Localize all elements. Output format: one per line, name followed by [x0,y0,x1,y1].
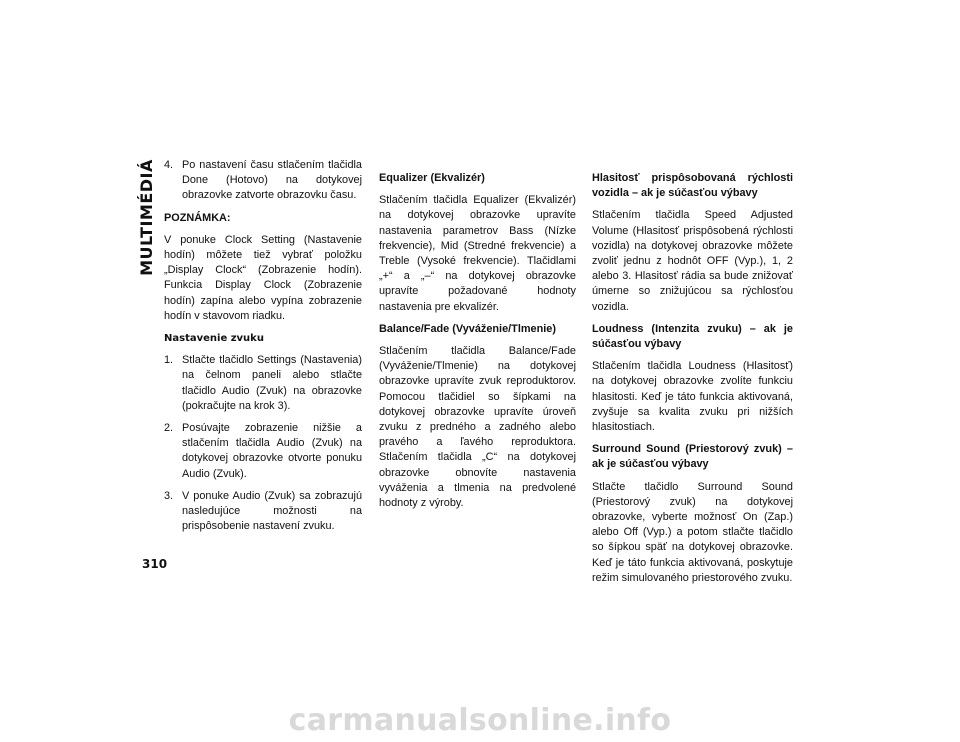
heading-speed-adjusted-volume: Hlasitosť prispôsobovaná rýchlosti vozidla – ak je súčasťou výbavy [592,172,793,200]
note-title: POZNÁMKA: [164,211,231,224]
list-item-text: V ponuke Audio (Zvuk) sa zobrazujú nasledujúce možnosti na prispôsobenie nastavení zvuku. [182,489,362,533]
section-side-tab [136,158,156,276]
list-item-4 [164,158,362,204]
list-item-number: 3. [164,489,174,502]
watermark: carmanualsonline.info [288,703,672,738]
list-item-number: 1. [164,354,174,367]
paragraph-balance-fade: Stlačením tlačidla Balance/Fade (Vyváženie/Tlmenie) na dotykovej obrazovke upravíte zvuk reproduktorov. Pomocou tlačidiel so šípkami na dotykovej obrazovke upravíte úroveň zvuku z predného a zadného alebo pravého a ľavého reproduktora. Stlačením tlačidla „C“ na dotykovej obrazovke obnovíte nastavenia vyváženia a tlmenia na predvolené hodnoty z výroby. [379,345,576,510]
list-item-number: 2. [164,422,174,435]
heading-balance-fade: Balance/Fade (Vyváženie/Tlmenie) [379,322,556,335]
list-item-text: Stlačte tlačidlo Settings (Nastavenia) na čelnom paneli alebo stlačte tlačidlo Audio (Zvuk) na obrazovke (pokračujte na krok 3). [182,354,362,412]
heading-loudness: Loudness (Intenzita zvuku) – ak je súčasťou výbavy [592,322,793,351]
heading-equalizer: Equalizer (Ekvalizér) [379,172,485,184]
section-title-sound-settings: Nastavenie zvuku [164,333,264,345]
list-item-text: Po nastavení času stlačením tlačidla Done (Hotovo) na dotykovej obrazovke zatvorte obrazovku času. [182,159,362,202]
list-item-number: 4. [164,159,174,171]
list-item-2 [164,421,362,482]
list-item-1 [164,353,362,414]
column-1 [164,158,362,541]
list-item-text: Posúvajte zobrazenie nižšie a stlačením tlačidla Audio (Zvuk) na dotykovej obrazovke otvorte ponuku Audio (Zvuk). [182,422,362,480]
paragraph-loudness: Stlačením tlačidla Loudness (Hlasitosť) na dotykovej obrazovke zvolíte funkciu hlasitosti. Keď je táto funkcia aktivovaná, zvyšuje sa kvalita zvuku pri nižších hlasitostiach. [592,360,793,434]
column-3 [592,171,793,593]
page-number: 310 [142,557,168,571]
paragraph-equalizer: Stlačením tlačidla Equalizer (Ekvalizér) na dotykovej obrazovke upravíte nastavenia parametrov Bass (Nízke frekvencie), Mid (Stredné frekvencie) a Treble (Vysoké frekvencie). Tlačidlami „+“ a „–“ na dotykovej obrazovke upravíte požadované hodnoty nastavenia pre ekvalizér. [379,194,576,313]
section-side-tab-label: MULTIMÉDIÁ [136,158,156,276]
heading-surround-sound: Surround Sound (Priestorový zvuk) – ak je súčasťou výbavy [592,443,793,471]
column-2 [379,171,576,518]
paragraph-speed-adjusted-volume: Stlačením tlačidla Speed Adjusted Volume (Hlasitosť prispôsobená rýchlosti vozidla) na dotykovej obrazovke môžete zvoliť jednu z hodnôt OFF (Vyp.), 1, 2 alebo 3. Hlasitosť rádia sa bude znižovať úmerne so znižujúcou sa rýchlosťou vozidla. [592,209,793,313]
note-text: V ponuke Clock Setting (Nastavenie hodín) môžete tiež vybrať položku „Display Clock“ (Zobrazenie hodín). Funkcia Display Clock (Zobrazenie hodín) zapína alebo vypína zobrazenie hodín v stavovom riadku. [164,233,362,322]
list-item-3 [164,489,362,535]
paragraph-surround-sound: Stlačte tlačidlo Surround Sound (Priestorový zvuk) na dotykovej obrazovke, vyberte možnosť On (Zap.) alebo Off (Vyp.) a potom stlačte tlačidlo so šípkou späť na dotykovej obrazovke. Keď je táto funkcia aktivovaná, poskytuje režim simulovaného priestorového zvuku. [592,480,793,584]
